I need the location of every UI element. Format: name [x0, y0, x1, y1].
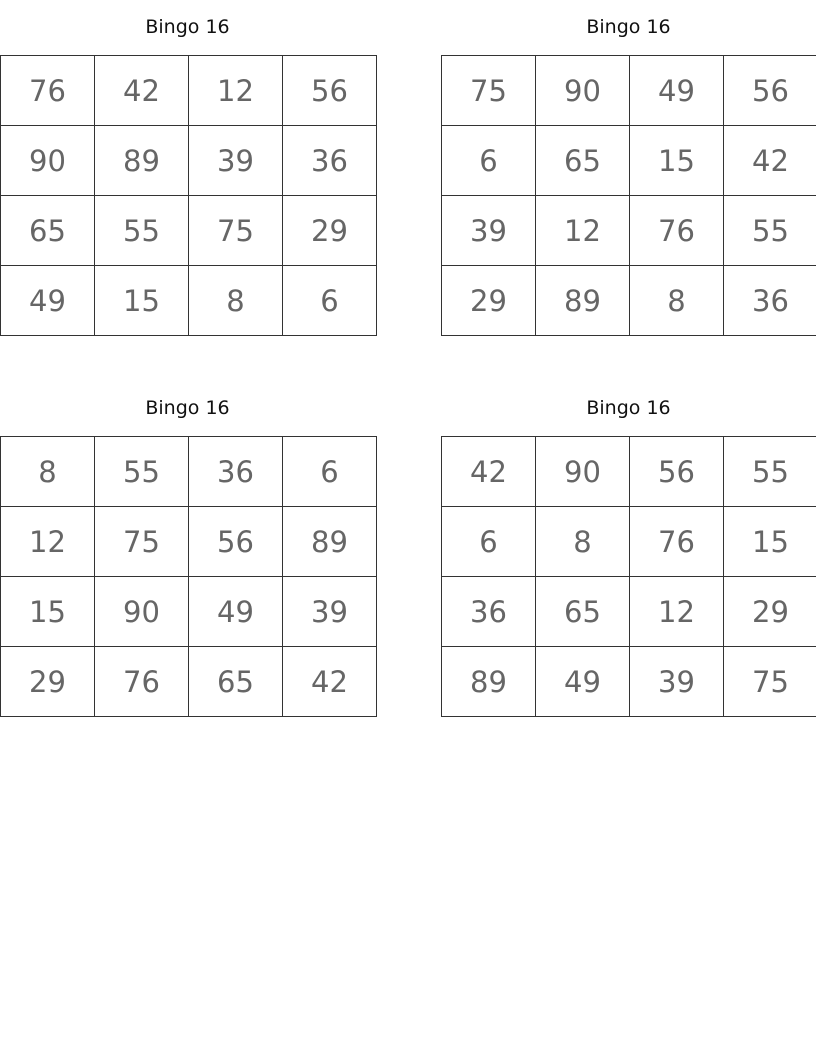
- grid-cell: 36: [724, 266, 816, 336]
- grid-cell: 89: [442, 647, 536, 717]
- grid-row: [442, 56, 816, 126]
- grid-cell: 15: [95, 266, 189, 336]
- grid-row: [442, 266, 816, 336]
- grid-cell: 15: [1, 577, 95, 647]
- grid-row: [1, 647, 377, 717]
- grid-cell: 55: [95, 196, 189, 266]
- grid-cell: 36: [442, 577, 536, 647]
- grid-cell: 89: [283, 507, 377, 577]
- grid-cell: 90: [1, 126, 95, 196]
- grid-cell: 6: [283, 437, 377, 507]
- grid-cell: 42: [724, 126, 816, 196]
- grid-row: [1, 507, 377, 577]
- grid-row: [442, 647, 816, 717]
- grid-cell: 89: [536, 266, 630, 336]
- grid-row: [442, 196, 816, 266]
- bingo-grid: [441, 436, 816, 717]
- card-title: Bingo 16: [145, 16, 230, 38]
- grid-row: [1, 266, 377, 336]
- grid-cell: 6: [442, 126, 536, 196]
- grid-cell: 8: [1, 437, 95, 507]
- grid-cell: 42: [95, 56, 189, 126]
- grid-cell: 29: [283, 196, 377, 266]
- grid-row: [442, 577, 816, 647]
- grid-cell: 39: [189, 126, 283, 196]
- grid-cell: 56: [724, 56, 816, 126]
- grid-cell: 8: [189, 266, 283, 336]
- bingo-card-1: [0, 14, 375, 336]
- grid-cell: 49: [536, 647, 630, 717]
- bingo-card-2: [441, 14, 816, 336]
- grid-cell: 56: [630, 437, 724, 507]
- grid-cell: 12: [189, 56, 283, 126]
- bingo-grid: [441, 55, 816, 336]
- grid-cell: 39: [442, 196, 536, 266]
- grid-cell: 36: [283, 126, 377, 196]
- bingo-card-4: [441, 395, 816, 717]
- grid-cell: 76: [95, 647, 189, 717]
- grid-cell: 15: [630, 126, 724, 196]
- grid-cell: 49: [1, 266, 95, 336]
- grid-cell: 75: [189, 196, 283, 266]
- grid-cell: 36: [189, 437, 283, 507]
- grid-cell: 42: [283, 647, 377, 717]
- grid-cell: 75: [95, 507, 189, 577]
- card-title: Bingo 16: [586, 397, 671, 419]
- grid-row: [1, 577, 377, 647]
- card-title: Bingo 16: [145, 397, 230, 419]
- grid-cell: 29: [442, 266, 536, 336]
- bingo-grid: [0, 55, 377, 336]
- bingo-card-3: [0, 395, 375, 717]
- grid-row: [1, 437, 377, 507]
- grid-cell: 75: [724, 647, 816, 717]
- grid-cell: 90: [536, 56, 630, 126]
- grid-row: [442, 507, 816, 577]
- grid-cell: 6: [283, 266, 377, 336]
- grid-cell: 55: [95, 437, 189, 507]
- grid-row: [442, 437, 816, 507]
- grid-row: [442, 126, 816, 196]
- grid-cell: 56: [189, 507, 283, 577]
- grid-cell: 8: [630, 266, 724, 336]
- grid-cell: 29: [1, 647, 95, 717]
- bingo-grid: [0, 436, 377, 717]
- grid-cell: 75: [442, 56, 536, 126]
- grid-cell: 90: [536, 437, 630, 507]
- grid-cell: 65: [189, 647, 283, 717]
- grid-cell: 42: [442, 437, 536, 507]
- grid-cell: 55: [724, 196, 816, 266]
- grid-cell: 90: [95, 577, 189, 647]
- grid-cell: 65: [536, 126, 630, 196]
- grid-cell: 49: [189, 577, 283, 647]
- grid-row: [1, 196, 377, 266]
- grid-cell: 49: [630, 56, 724, 126]
- grid-cell: 12: [630, 577, 724, 647]
- grid-cell: 29: [724, 577, 816, 647]
- grid-cell: 76: [1, 56, 95, 126]
- grid-cell: 65: [1, 196, 95, 266]
- grid-cell: 12: [1, 507, 95, 577]
- grid-cell: 6: [442, 507, 536, 577]
- grid-cell: 65: [536, 577, 630, 647]
- grid-cell: 12: [536, 196, 630, 266]
- grid-cell: 56: [283, 56, 377, 126]
- card-title: Bingo 16: [586, 16, 671, 38]
- grid-cell: 8: [536, 507, 630, 577]
- grid-cell: 55: [724, 437, 816, 507]
- grid-row: [1, 56, 377, 126]
- grid-cell: 76: [630, 507, 724, 577]
- grid-cell: 15: [724, 507, 816, 577]
- grid-cell: 39: [630, 647, 724, 717]
- grid-row: [1, 126, 377, 196]
- grid-cell: 89: [95, 126, 189, 196]
- grid-cell: 39: [283, 577, 377, 647]
- grid-cell: 76: [630, 196, 724, 266]
